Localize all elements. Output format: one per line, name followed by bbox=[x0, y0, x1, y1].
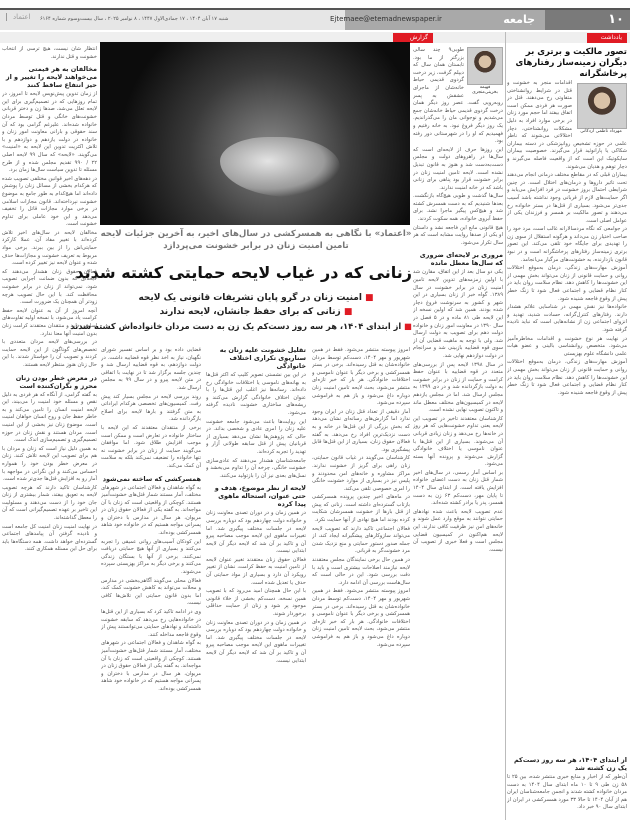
paragraph: هیچ قانونی مانع این فاجعه نشد و داستان او یکی از صدها روایت مشابه است که هر سال تکرار می‌شود. bbox=[413, 224, 503, 246]
report-subheading: مروری بر لایحه‌ای ضروری که سال‌ها معطل مانده bbox=[419, 251, 503, 268]
bullet-text: امنیت زنان در گرو پایان تشریفات قانونی یک لایحه bbox=[138, 293, 362, 303]
paragraph: کارشناسان تاکید دارند که هرچه تصویب لایحه به تعویق بیفتد، شمار بیشتری از زنان جان خود را از دست می‌دهند و مسئولیت این تاخیر بر عهده تصمیم‌گیرانی است که آن را معطل گذاشته‌اند. bbox=[2, 484, 97, 522]
article-deck: «اعتماد» با نگاهی به همسرکشی در سال‌های اخیر، به آخرین جزئیات لایحه تامین امنیت زنان در برابر خشونت می‌پردازد bbox=[100, 229, 412, 251]
paragraph: با این حال همچنان امید می‌رود که با تصویب همین نسخه، دست‌کم بخشی از خلاء قانونی موجود پر شود و زنان از حمایت حداقلی برخوردار شوند. bbox=[206, 588, 306, 618]
bullet-text: زنانی که برای حفظ جانشان، لایحه ندارند bbox=[159, 307, 341, 317]
hand-image bbox=[220, 137, 340, 197]
paragraph: بیماران قبلی که در مقاطع مختلف درمانی انجام می‌دهند تحت تاثیر داروها و درمان‌های اختلال است. در چنین شرایطی احتمال بروز خشونت در فرد افزایش می‌یابد و اگر حمایت‌های لازم از قربانی وجود نداشته باشد آسیب جدی‌تر می‌شود. بسیاری از قتل‌ها در بستر خانواده رخ می‌دهند و تصور مالکیت بر همسر و فرزندان یکی از عوامل اصلی است. bbox=[507, 172, 627, 224]
paragraph: در نهایت هر نوع خشونت و اقدامات مخاطره‌آمیز می‌شود. متخصص روانشناسی بالینی و عضو هیات علمی دانشگاه علوم بهزیستی bbox=[507, 335, 627, 357]
note-body-2: آن‌طور که از اخبار و منابع خبری منتشر شده، بین ۲۵ تا ۵۸ زن طی ۹ تا ۱۰ ماه ابتدای سال ۱۴۰۴ به دست مردان خانواده کشته شدند و انجمن جامعه‌شناسان ایران هم از آبان ۱۴۰۴ تا حالا ۳۳ مورد همسرکشی در ایران از ابتدای سال ۹۰ خبر داد. bbox=[507, 774, 627, 811]
paragraph: در همین حال برخی نمایندگان مجلس معتقدند لایحه نیازمند اصلاحات بیشتری است و باید با دقت بررسی شود. این در حالی است که سال‌هاست بررسی آن ادامه دارد. bbox=[312, 557, 410, 586]
reporter-photo bbox=[467, 47, 503, 85]
section-email[interactable]: Ejtemaee@etemadnewspaper.ir bbox=[330, 15, 442, 23]
main-photo bbox=[100, 42, 410, 225]
paragraph: از زمان تدوین پیش‌نویس لایحه تا امروز، در تمام روزهایی که در تصمیم‌گیری برای این لایحه تعلل می‌شد، صدها زن و دختر قربانی خشونت‌های خانگی و قتل توسط مردان خانواده شده‌اند. علیرغم گرامی بود که آن سند حقوقی و بارانی معاونت امور زنان و خانواده در دولت یازدهم و دوازدهم و با تلاش اکثریت تدوین این لایحه به «امنیت» می‌گویند. «لایحه» که سال ۹۹ لایحه اصلی ۲۲ / ۹۹۰ تقدیم مجلس شده و از طرح مسئله تا تدوین سیاست سال‌ها زمان برد. bbox=[2, 91, 97, 174]
paragraph: خانواده‌ها نیز نقش مهمی در شناسایی علائم هشدار دارند. رفتارهای کنترل‌گرانه، حسادت شدید، تهدید و انزوای اجتماعی زن از نشانه‌هایی است که نباید نادیده گرفته شود. bbox=[507, 304, 627, 333]
paragraph: بر اساس آمار رسمی، در سال‌های اخیر شمار قتل زنان به دست اعضای خانواده افزایش یافته است. از ابتدای سال ۱۴۰۴ تا پایان مهر، دست‌کم ۶۳ زن به دست همسر، پدر یا برادر کشته شده‌اند. bbox=[413, 469, 503, 507]
paragraph: در جوامعی که نگاه مردسالارانه غالب است، مرد خود را صاحب اختیار زن می‌داند و هرگونه استقلال از سوی زن را تهدیدی برای جایگاه خود تلقی می‌کند. این تصور برتری زمینه‌ساز رفتارهای پرخاشگرانه است و در نبود قانون بازدارنده، به خشونت‌های مرگبار می‌انجامد. bbox=[507, 226, 627, 263]
bullet-icon: ■ bbox=[365, 293, 374, 303]
paragraph: این روایت‌ها باعث می‌شود جامعه خشونت علیه زنان را امری عادی و شخصی بداند. در حالی که پژوهش‌ها نشان می‌دهد بسیاری از قربانیان پیش از قتل سابقه طولانی آزار و تهدید را تجربه کرده‌اند. bbox=[206, 418, 306, 455]
paragraph: آموزش مهارت‌های زندگی، درمان به‌موقع اختلالات روانی و حمایت قانونی از زنان می‌تواند بخش مهمی از این خشونت‌ها را کاهش دهد. نظام سلامت روان باید در کنار نظام قضایی و اجتماعی فعال شود تا زنگ خطر پیش از وقوع فاجعه شنیده شود. bbox=[507, 265, 627, 302]
paragraph: جامعه‌شناسان هشدار می‌دهند که عادی‌سازی خشونت خانگی، چرخه آن را تداوم می‌بخشد و نسل‌های بعدی نیز آن را بازتولید می‌کنند. bbox=[206, 457, 306, 479]
paragraph: به گواه شاهدان و فعالان اجتماعی در شهرهای مختلف، آمار مستند شمار قتل‌های خشونت‌آمیز هستند. کوچکی از واقعیتی است که زنان با آن مواجه‌اند. به گفته یکی از فعالان حقوق زنان در مریوان، هر سال در مدارس با دختران و پسرانی مواجه هستیم که در خانواده خود شاهد همسرکشی بوده‌اند. bbox=[101, 484, 201, 537]
paragraph: طوبی۹ چند سالی بزرگتر از ما بود. تابستان همان سال که دیپلم گرفت، زیر درخت گردوی قدیمی حیاط خانه‌شان از ماجرای عشقش به پسر روبه‌رویی گفت. عصر روز دیگر همان درخت گردوی قدیمی حیاط خانه‌شان جمع می‌شدیم و نوجوانی مان را می‌گذراندیم. یک روز دیگر فروغ نبود. به خانه رفتیم و فهمیدیم که او را در شهرستانی دور رفته بود. bbox=[413, 47, 503, 145]
paragraph: آموزش مهارت‌های زندگی، درمان به‌موقع اختلالات روانی و حمایت قانونی از زنان می‌تواند بخش مهمی از این خشونت‌ها را کاهش دهد. نظام سلامت روان باید در کنار نظام قضایی و اجتماعی فعال شود تا زنگ خطر پیش از وقوع فاجعه شنیده شود. bbox=[507, 359, 627, 396]
article-headline: زنانی که در غیاب لایحه حمایتی کشته شدند bbox=[75, 263, 412, 282]
paragraph: قضایی داده بود و بر اساس تفسیر شورای نگهبان، نیاز به اخذ نظر قوه قضاییه داشت. در دولت دوازدهم، به قوه قضاییه ارسال شد و چندین جلسه برگزار شد تا در نهایت با اتفاقی در متن لایحه پیرو و در سال ۹۹ به مجلس ارسال شد. bbox=[101, 347, 201, 391]
paragraph: به گواه شاهدان و فعالان اجتماعی در شهرهای مختلف، آمار مستند شمار قتل‌های خشونت‌آمیز هستند. کوچکی از واقعیتی است که زنان با آن مواجه‌اند. به گفته یکی از فعالان حقوق زنان در مریوان، هر سال در مدارس با دختران و پسرانی مواجه هستیم که در خانواده خود شاهد همسرکشی بوده‌اند. bbox=[101, 640, 201, 692]
paragraph: مخالفان لایحه در سال‌های اخیر تلاش کرده‌اند با تغییر مفاد آن، عملا کارکرد حمایتی‌اش را از بین ببرند. برخی مواد مربوط به تعریف خشونت و مجازات‌ها حذف شده و عنوان لایحه نیز تغییر کرده است. bbox=[2, 229, 97, 267]
left-subheading-2: در معرض خطر بودن زنان محرز و نگران‌کننده است bbox=[15, 373, 97, 390]
paragraph: وی در ادامه تاکید کرد که بسیاری از این قتل‌ها در خانواده‌هایی رخ می‌دهد که سابقه خشونت داشته‌اند و نهادهای حمایتی می‌توانستند پیش از وقوع فاجعه مداخله کنند. bbox=[101, 609, 201, 638]
paragraph: عدم تصویب لایحه باعث شده نهادهای حمایتی نتوانند به موقع وارد عمل شوند و خانه‌های امن نیز ظرفیت کافی ندارند. این لایحه هم‌اکنون در کمیسیون قضایی مجلس است و فعلا خبری از تصویب آن نیست. bbox=[413, 508, 503, 553]
section-title: جامعه bbox=[345, 10, 545, 30]
report-body bbox=[413, 269, 503, 554]
left-subheading-1: مخالفان به هر قیمتی می‌خواهند لایحه را تغییر و از حیز انتفاع ساقط کنند bbox=[5, 65, 97, 90]
paragraph: در بررسی‌های لایحه مردان متعددی با تخصص‌های گوناگون از این لایحه حمایت کردند و تصویب آن را خواستار شدند. با این حال زنان هنوز منتظر لایحه هستند. bbox=[2, 339, 97, 368]
newspaper-logo: اعتماد bbox=[6, 13, 31, 21]
paragraph: به همین دلیل نیاز است که زنان و مردان با هم برای تصویب این لایحه تلاش کنند. زنان در معرض خطر بودن خود را همواره احساس می‌کنند و این نگرانی در مواجهه با آمار رو به افزایش قتل‌ها جدی‌تر شده است. bbox=[2, 445, 97, 483]
author-photo bbox=[577, 83, 627, 129]
dateline: شنبه ۱۷ آبان ۱۴۰۴ ، ۱۷ جمادی‌الاول ۱۴۴۷ ، ۸ نوامبر ۲۰۲۵ ، سال بیست‌وسوم شماره ۶۱۶۴ bbox=[40, 16, 229, 22]
column-subheading: تقلیل خشونت علیه زنان به سناریوی تکراری اختلاف خانوادگی bbox=[219, 346, 306, 370]
paragraph: امروز پیوسته منتشر می‌شود. فقط در همین شهریور و مهر ۱۴۰۴، دست‌کم توسط مردان خانواده‌شان به قتل رسیده‌اند. برخی در بستر همسرکشی و برخی دیگر با عنوان ناموسی و اختلافات خانوادگی. هر بار که خبر تازه‌ای منتشر می‌شود، بحث لایحه تامین امنیت زنان دوباره داغ می‌شود و باز هم به فراموشی سپرده می‌شود. bbox=[312, 347, 410, 407]
paragraph: امروز پیوسته منتشر می‌شود. فقط در همین شهریور و مهر ۱۴۰۴، دست‌کم توسط مردان خانواده‌شان به قتل رسیده‌اند. برخی در بستر همسرکشی و برخی دیگر با عنوان ناموسی و اختلافات خانوادگی. هر بار که خبر تازه‌ای منتشر می‌شود، بحث لایحه تامین امنیت زنان دوباره داغ می‌شود و باز هم به فراموشی سپرده می‌شود. bbox=[312, 588, 410, 648]
bullet-text: از ابتدای ۱۴۰۴، هر سه روز دست‌کم یک زن به دست مردان خانواده‌اش کشته شدند bbox=[70, 321, 402, 331]
label-note: یادداشت bbox=[587, 33, 627, 43]
paragraph: در دهه‌های اخیر قوانین مختلفی تصویب شده که هرکدام بخشی از مسائل زنان را پوشش داده‌اند اما هیچ‌کدام به طور جامع به موضوع خشونت نپرداخته‌اند. قانون مجازات اسلامی در برخی موارد مجازات قاتل را تخفیف می‌دهد و این خود عاملی برای تداوم خشونت است. bbox=[2, 175, 97, 228]
paragraph: برخی از منتقدان معتقدند که این لایحه با ساختار خانواده در تعارض است و ممکن است موجب افزایش طلاق شود. اما موافقان می‌گویند حمایت از زنان در برابر خشونت نه تنها خانواده را تضعیف نمی‌کند بلکه به سلامت آن کمک می‌کند. bbox=[101, 424, 201, 469]
left-intro: انتظار شان نیست، هیچ ترسی از انتخاب خشونت و قتل ندارند. bbox=[2, 46, 97, 60]
column-subheading: همسرکشی که ساخته نمی‌شود bbox=[102, 474, 201, 483]
paragraph: کارشناسان معتقدند تاخیر در تصویب این لایحه یعنی تداوم خشونت‌هایی که هر روز در خانه‌ها رخ می‌دهد و زنان زیادی قربانی آن می‌شوند. بسیاری از این قتل‌ها با عنوان ناموسی یا اختلاف خانوادگی گزارش می‌شوند و پرونده آنها بسته می‌شود. bbox=[413, 415, 503, 468]
paragraph: کارشناسان می‌گویند در غیاب قانون حمایتی، زنان راهی برای گریز از خشونت ندارند. مراکز مشاوره و خانه‌های امن محدودند و پلیس نیز در بسیاری از موارد خشونت خانگی را امری خصوصی تلقی می‌کند. bbox=[312, 455, 410, 492]
paragraph: این کودکان آسیب‌های روانی عمیقی را تجربه می‌کنند و بسیاری از آنها هیچ حمایتی دریافت نمی‌کنند. برخی از آنها با بستگان زندگی می‌کنند و برخی دیگر به مراکز بهزیستی سپرده می‌شوند. bbox=[101, 538, 201, 576]
report-side-column bbox=[413, 47, 503, 819]
bullet-icon: ■ bbox=[343, 307, 353, 317]
paragraph: فعالان اجتماعی تاکید دارند که تصویب لایحه می‌تواند سازوکارهای پیشگیرانه ایجاد کند، از جمله صدور دستور حمایتی و منع نزدیک شدن مرد خشونت‌گر به قربانی. bbox=[312, 525, 410, 555]
paragraph: به گفته گرامی، از آنگاه که هر فردی به دلیل نقص و مسئله خود امنیت را می‌بیند، این لایحه امنیت انسان را تامین می‌کند و به خاطر حفظ جان و روح انسان خواهان امنیت است. موضوع زنان نیز بخشی از این امنیت است. مردان هستند و نقش زنان در حوزه تصمیم‌گیری و تصمیم‌سازی اندک است. bbox=[2, 391, 97, 444]
paragraph: در همین زمان و در دوران تصدی معاونت زنان و خانواده دولت چهاردهم بود که دوباره بررسی لایحه در جلسات مختلف پیگیری شد. اما تغییرات ماهوی این لایحه موجب مصاحبه پیرو آن و تاکید بر آن شد که لایحه دیگر آن لایحه ابتدایی نیست. bbox=[206, 619, 306, 664]
paragraph: آنچه امروز از آن به عنوان لایحه حفظ کرامت یاد می‌شود، با نسخه اولیه تفاوت‌های اساسی دارد و منتقدان معتقدند کرامت زنان بدون امنیت آنها معنا ندارد. bbox=[2, 307, 97, 337]
paragraph: فعالان حقوق زنان معتقدند تغییر عنوان لایحه از تامین امنیت به حفظ کرامت، نشان از تغییر رویکرد آن دارد و بسیاری از مواد حمایتی آن حذف یا تعدیل شده است. bbox=[206, 556, 306, 586]
paragraph: در ماه‌های اخیر چندین پرونده همسرکشی بازتاب گسترده‌ای داشته است. زنانی که پیش از قتل بارها از خشونت همسرشان شکایت کرده بودند اما هیچ نهادی از آنها حمایت نکرد. bbox=[312, 494, 410, 524]
paragraph: سال‌ها گذشت و طوبی هیچ‌گاه بازنگشت. بعدها شنیدیم که به دست همسرش کشته شد و هیچ‌کس پیگیر ماجرا نشد. برای حفظ آبروی خانواده، همه سکوت کردند. bbox=[413, 193, 503, 223]
author-name: مهرداد ناظمی اردکانی bbox=[580, 129, 622, 134]
paragraph: در همین زمان و در دوران تصدی معاونت زنان و خانواده دولت چهاردهم بود که دوباره بررسی لایحه در جلسات مختلف پیگیری شد. اما تغییرات ماهوی این لایحه موجب مصاحبه پیرو آن و تاکید بر آن شد که لایحه دیگر آن لایحه ابتدایی نیست. bbox=[206, 510, 306, 555]
article-bullets bbox=[70, 291, 412, 333]
paragraph: فعالان محلی می‌گویند آگاهی‌بخشی در مدارس و محلات می‌تواند به کاهش خشونت کمک کند، اما بدون قانون حمایتی این تلاش‌ها کافی نیست. bbox=[101, 577, 201, 607]
article-column-2 bbox=[206, 345, 306, 819]
column-subheading: لایحه از نظر موضوع، هدف و حتی عنوان، استحاله ماهوی پیدا کرده bbox=[214, 484, 306, 509]
paragraph: در این بین نشستی تصویر کلیپ که اکثر قتل‌ها به بهانه‌های ناموسی یا اختلافات خانوادگی رخ داده‌اند. رسانه‌ها نیز اغلب این قتل‌ها را با عنوان اختلاف خانوادگی گزارش می‌کنند و ریشه‌های ساختاری خشونت نادیده گرفته می‌شود. bbox=[206, 372, 306, 416]
note-title: تصور مالکیت و برتری بر دیگران زمینه‌ساز رفتارهای پرخاشگرانه bbox=[515, 47, 627, 79]
paragraph: یکی دو سال بعد از این اتفاق، مقارن شد با اولین زمزمه‌های تدوین لایحه تامین امنیت زنان در برابر خشونت در سال ۱۳۸۹. گواه خبر از زنان بسیاری در این شهر و کشور به سرنوشت فروغ دچار شده بودند. همین شد که اولین نسخه از این لایحه طی ۸۱ ماده و در ۵ فصل در سال ۱۳۹۰ در معاونت امور زنان و خانواده دولت دهم برای تصویب به دولت ارسال شد. ولی با توجه به ماهیت قضایی آن از سوی قوه قضاییه بازبینی شد و سرانجام در دولت دوازدهم نهایی شد. bbox=[413, 269, 503, 359]
paragraph: این روزها حرف از لایحه‌ای است که سال‌ها در راهروهای دولت و مجلس دست‌به‌دست شد و هنوز به قانون تبدیل نشده است. لایحه تامین امنیت زنان در برابر خشونت قرار بود پناهی برای زنانی باشد که در خانه امنیت ندارند. bbox=[413, 146, 503, 191]
note-subheading: از ابتدای ۱۴۰۴، هر سه روز دست‌کم یک زن کشته شد bbox=[513, 756, 627, 772]
page-header bbox=[0, 8, 630, 30]
note-column bbox=[507, 47, 627, 817]
page-number: ۱۰ bbox=[545, 10, 630, 30]
article-column-1 bbox=[312, 347, 410, 819]
paragraph: در سال ۱۳۹۸ لایحه پس از بررسی‌های متعدد در قوه قضاییه با عنوان حفظ کرامت و حمایت از زنان در برابر خشونت به دولت بازگردانده شد و در دی ۱۳۹۹ به مجلس ارسال شد. اما در مجلس یازدهم لایحه در کمیسیون‌های مختلف معطل ماند و تاکنون تصویب نهایی نشده است. bbox=[413, 361, 503, 414]
paragraph: آمار دقیقی از تعداد قتل زنان در ایران وجود ندارد اما گزارش‌های رسانه‌ای نشان می‌دهد که بخش بزرگی از این قتل‌ها در خانه و به دست نزدیک‌ترین افراد رخ می‌دهد. به گفته فعالان حقوق زنان، بسیاری از این قتل‌ها قابل پیشگیری بود. bbox=[312, 408, 410, 453]
column-divider bbox=[505, 32, 506, 820]
label-report: گزارش bbox=[393, 33, 433, 43]
article-column-3 bbox=[101, 347, 201, 819]
bullet-icon: ■ bbox=[404, 321, 412, 331]
note-section-2 bbox=[507, 752, 627, 820]
reporter-name: فهیمه بخرینی‌منجری bbox=[472, 85, 498, 95]
left-column bbox=[2, 46, 97, 819]
paragraph: فعالان حقوق زنان هشدار می‌دهند که لایحه‌ای که بدون ضمانت اجرایی تصویب شود، نمی‌تواند از زنان در برابر خشونت محافظت کند. با این حال تصویب هرچه زودتر آن همچنان یک ضرورت است. bbox=[2, 268, 97, 306]
paragraph: روند بررسی لایحه در مجلس بسیار کند پیش رفت. کمیسیون‌های تخصصی هرکدام ایراداتی به متن گرفتند و بارها لایحه برای اصلاح بازگردانده شد. bbox=[101, 393, 201, 423]
paragraph: اقدامات منجر به خشونت و قتل در شرایط روانشناختی متفاوتی رخ می‌دهند. قتل در صورت هر فردی ممکن است اتفاق بیفتد اما حجم مورد زنان در برخی موارد افراد به دلیل مشکلات روانشناختی، دچار اختلالاتی می‌شوند که ناظر علمی در حوزه تشخیص روانپزشکی در دسته بیماران شکاکی یا پارانوئید قرار می‌گیرند. خصوصیت بیماران سایکوتیک این است که از واقعیت فاصله می‌گیرند و دچار توهم و هذیان می‌شوند. bbox=[507, 80, 627, 170]
paragraph: در نهایت امنیت زنان امنیت کل جامعه است و نادیده گرفتن آن پیامدهای اجتماعی گسترده‌ای خواهد داشت. همه دستگاه‌ها باید برای حل این مسئله همکاری کنند. bbox=[2, 523, 97, 553]
